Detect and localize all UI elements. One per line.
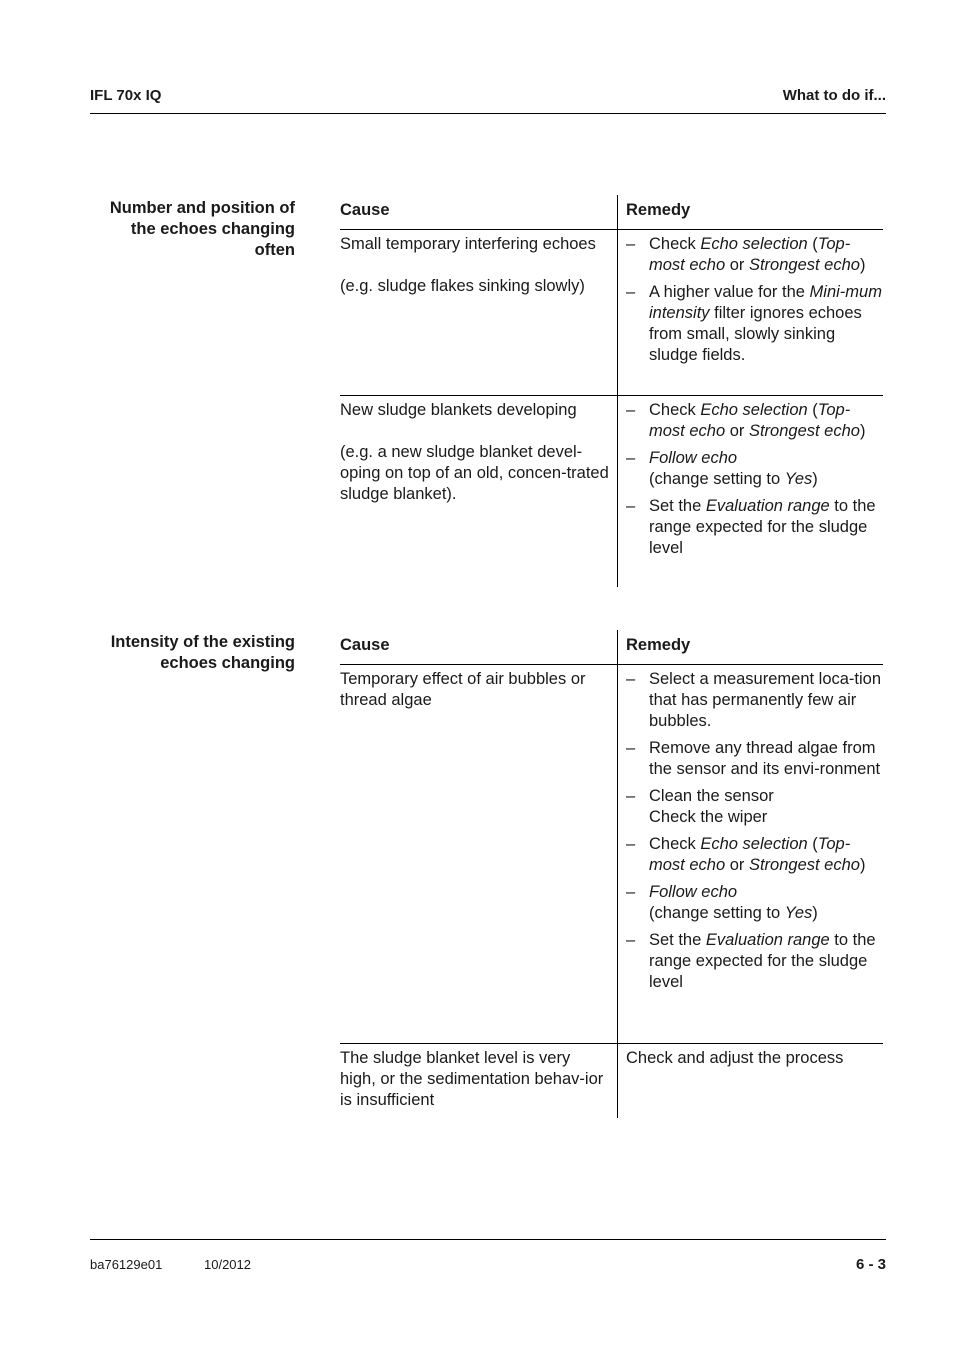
- remedy-text: Set the Evaluation range to the range expected for the sludge level: [649, 497, 876, 557]
- dash-bullet-icon: –: [626, 497, 636, 515]
- remedy-cell: [626, 1048, 883, 1069]
- dash-bullet-icon: –: [626, 670, 636, 688]
- remedy-text: Set the Evaluation range to the range expected for the sludge level: [649, 931, 876, 991]
- remedy-item: [626, 738, 883, 780]
- cause-cell: The sludge blanket level is very high, or the sedimentation behav-ior is insufficient: [340, 1049, 604, 1109]
- dash-bullet-icon: –: [626, 283, 636, 301]
- footer-date: 10/2012: [204, 1257, 251, 1272]
- section-1-table: [340, 195, 883, 587]
- dash-bullet-icon: –: [626, 449, 636, 467]
- dash-bullet-icon: –: [626, 787, 636, 805]
- remedy-item: [626, 234, 883, 276]
- footer-rule: [90, 1239, 886, 1240]
- cause-cell: Temporary effect of air bubbles or thread algae: [340, 670, 586, 709]
- header-rule: [90, 113, 886, 114]
- table-row: [340, 230, 883, 396]
- remedy-text: Check Echo selection (Top-most echo or Strongest echo): [649, 401, 866, 440]
- remedy-item: [626, 496, 883, 559]
- cause-cell: Small temporary interfering echoes (e.g. sludge flakes sinking slowly): [340, 235, 596, 295]
- table-row: [340, 665, 883, 1044]
- table-header: [340, 195, 883, 230]
- section-1-heading: Number and position of the echoes changing often: [109, 199, 295, 259]
- remedy-item: [626, 282, 883, 366]
- header-chapter: What to do if...: [782, 87, 886, 104]
- remedy-text: Follow echo (change setting to Yes): [649, 449, 818, 488]
- header-product: IFL 70x IQ: [90, 87, 162, 104]
- cause-header: Cause: [340, 201, 390, 219]
- footer-doc-number: ba76129e01: [90, 1257, 163, 1272]
- section-2-heading: Intensity of the existing echoes changing: [110, 633, 295, 672]
- remedy-item: [626, 834, 883, 876]
- dash-bullet-icon: –: [626, 235, 636, 253]
- remedy-item: [626, 882, 883, 924]
- remedy-text: Check Echo selection (Top-most echo or Strongest echo): [649, 235, 866, 274]
- remedy-text: Clean the sensor Check the wiper: [649, 787, 774, 826]
- dash-bullet-icon: –: [626, 835, 636, 853]
- remedy-item: [626, 400, 883, 442]
- remedy-text: Remove any thread algae from the sensor and its envi-ronment: [649, 739, 881, 778]
- dash-bullet-icon: –: [626, 739, 636, 757]
- remedy-item: [626, 786, 883, 828]
- remedy-cell: [626, 234, 883, 372]
- table-header: [340, 630, 883, 665]
- remedy-text: A higher value for the Mini-mum intensity filter ignores echoes from small, slowly sinking sludge fields.: [649, 283, 882, 364]
- remedy-header: Remedy: [626, 201, 691, 219]
- section-2-table: [340, 630, 883, 1118]
- remedy-header: Remedy: [626, 636, 691, 654]
- remedy-item: [626, 930, 883, 993]
- remedy-cell: [626, 400, 883, 565]
- cause-header: Cause: [340, 636, 390, 654]
- remedy-text: Follow echo (change setting to Yes): [649, 883, 818, 922]
- remedy-text: Check and adjust the process: [626, 1049, 844, 1067]
- dash-bullet-icon: –: [626, 401, 636, 419]
- table-row: [340, 396, 883, 588]
- remedy-item: [626, 448, 883, 490]
- remedy-item: [626, 669, 883, 732]
- remedy-text: Select a measurement loca-tion that has permanently few air bubbles.: [649, 670, 882, 730]
- remedy-cell: [626, 669, 883, 999]
- table-row: [340, 1044, 883, 1118]
- dash-bullet-icon: –: [626, 931, 636, 949]
- dash-bullet-icon: –: [626, 883, 636, 901]
- page-number: 6 - 3: [855, 1256, 886, 1273]
- cause-cell: New sludge blankets developing (e.g. a new sludge blanket devel-oping on top of an old, concen-trated sludge blanket).: [340, 401, 609, 503]
- remedy-text: Check Echo selection (Top-most echo or Strongest echo): [649, 835, 866, 874]
